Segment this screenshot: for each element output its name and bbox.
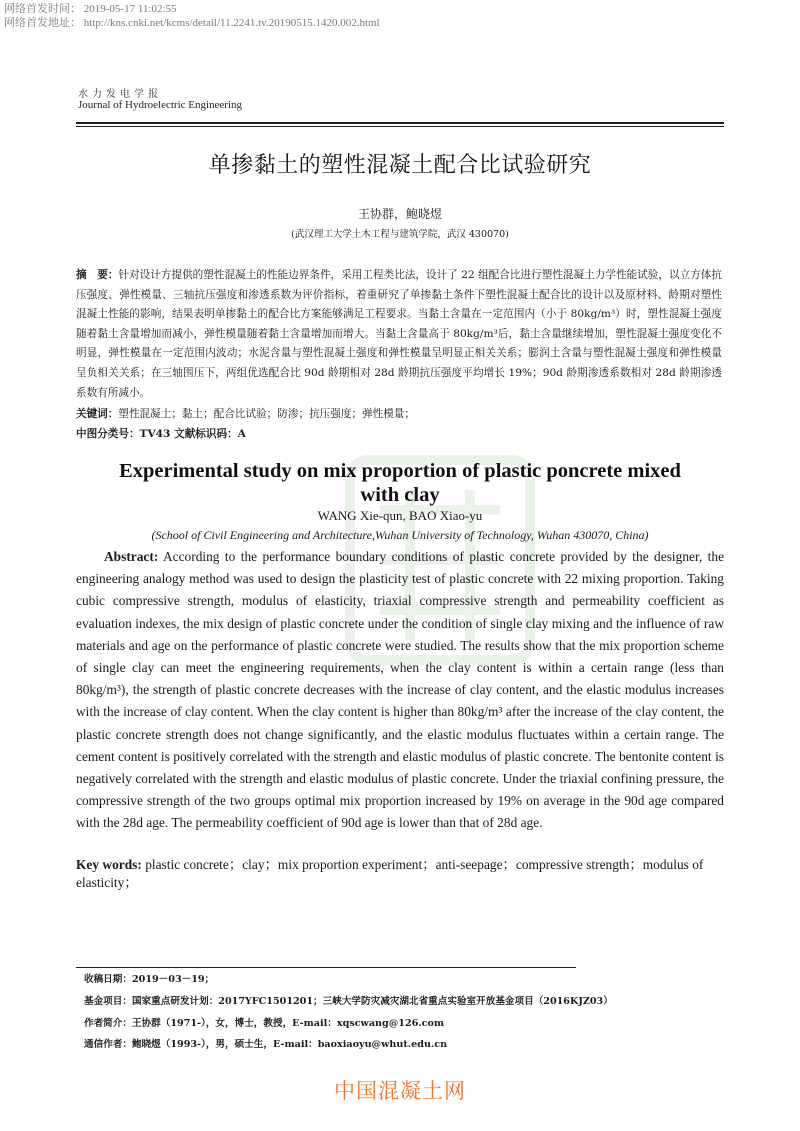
paper-title-en: Experimental study on mix proportion of plastic poncrete mixed with clay — [119, 460, 681, 506]
classification-cn: 中图分类号：TV43 文献标识码：A — [76, 428, 246, 440]
footnotes — [84, 969, 724, 1056]
online-url-line — [4, 16, 380, 30]
abstract-cn — [76, 266, 722, 403]
abstract-text-cn: 针对设计方提供的塑性混凝土的性能边界条件，采用工程类比法，设计了 22 组配合比进行塑性混凝土力学性能试验，以立方体抗压强度、弹性模量、三轴抗压强度和渗透系数为评价指标，着重研究了单掺黏土条件下塑性混凝土配合比的设计以及原材料、龄期对塑性混凝土性能的影响，结果表明单掺黏土的配合比方案能够满足工程要求。当黏土含量在一定范围内（小于 80kg/m³）时，塑性混凝土强度随着黏土含量增加而减小，弹性模量随着黏土含量增加而增大。当黏土含量高于 80kg/m³后，黏土含量继续增加，塑性混凝土强度变化不明显，弹性模量在一定范围内波动；水泥含量与塑性混凝土强度和弹性模量呈明显正相关关系；膨润土含量与塑性混凝土强度和弹性模量呈负相关关系；在三轴围压下，两组优选配合比 90d 龄期相对 28d 龄期抗压强度平均增长 19%；90d 龄期渗透系数相对 28d 龄期渗透系数有所减小。 — [76, 269, 723, 399]
keywords-text-en: plastic concrete；clay；mix proportion experiment；anti-seepage；compressive strength；modulus of elasticity； — [76, 857, 704, 890]
footnote-corresponding — [84, 1034, 724, 1056]
online-time-line — [4, 2, 380, 16]
publication-info — [4, 2, 380, 30]
keywords-cn — [76, 405, 722, 423]
footnote-label: 基金项目： — [84, 995, 132, 1007]
abstract-en — [76, 546, 724, 835]
abstract-label-en: Abstract: — [104, 549, 159, 564]
header-rule-thick — [76, 122, 724, 124]
footnote-label: 通信作者： — [84, 1039, 132, 1051]
footnote-value: 国家重点研发计划：2017YFC1501201；三峡大学防灾减灾湖北省重点实验室开放基金项目（2016KJZ03） — [131, 995, 613, 1007]
online-time-label: 网络首发时间： — [4, 3, 81, 15]
footnote-author-bio — [84, 1013, 724, 1035]
online-time: 2019-05-17 11:02:55 — [83, 3, 177, 15]
keywords-label-cn: 关键词： — [76, 408, 119, 420]
journal-name-cn: 水力发电学报 — [78, 89, 162, 100]
keywords-text-cn: 塑性混凝土；黏土；配合比试验；防渗；抗压强度；弹性模量； — [118, 408, 415, 420]
footnote-funding — [84, 991, 724, 1013]
footnote-value: 王协群（1971-），女，博士，教授，E-mail：xqscwang@126.com — [131, 1017, 445, 1029]
online-url-label: 网络首发地址： — [4, 17, 81, 29]
keywords-label-en: Key words: — [76, 857, 142, 872]
footnote-received — [84, 969, 724, 991]
abstract-text-en: According to the performance boundary conditions of plastic concrete provided by the designer, the engineering analogy method was used to design the plasticity test of plastic concrete with 22 mixing proportion. Taking cubic compressive strength, modulus of elasticity, triaxial compressive strength and permeability coefficient as evaluation indexes, the mix design of plastic concrete under the condition of single clay mixing and the influence of raw materials and age on the performance of plastic concrete were studied. The results show that the mix proportion scheme of single clay can meet the engineering requirements, when the clay content is within a certain range (less than 80kg/m³), the strength of plastic concrete decreases with the increase of clay content, and the elastic modulus increases with the increase of clay content. When the clay content is higher than 80kg/m³ after the increase of the clay content, the plastic concrete strength does not change significantly, and the elastic modulus fluctuates within a certain range. The cement content is positively correlated with the strength and elastic modulus of plastic concrete. The bentonite content is negatively correlated with the strength and elastic modulus of plastic concrete. Under the triaxial confining pressure, the compressive strength of the two groups optimal mix proportion increased by 19% on average in the 90d age compared with the 28d age. The permeability coefficient of 90d age is lower than that of 28d age. — [76, 549, 725, 831]
footer-brand: 中国混凝土网 — [334, 1079, 466, 1103]
paper-title-cn: 单掺黏土的塑性混凝土配合比试验研究 — [208, 153, 592, 178]
affiliation-cn: (武汉理工大学土木工程与建筑学院，武汉 430070) — [291, 229, 509, 240]
footnote-value: 鲍晓煜（1993-），男，硕士生，E-mail：baoxiaoyu@whut.edu.cn — [131, 1039, 448, 1051]
header-rule-thin — [76, 126, 724, 127]
authors-cn: 王协群，鲍晓煜 — [357, 207, 442, 221]
footnote-rule — [76, 967, 576, 968]
keywords-en — [76, 856, 716, 892]
footnote-value: 2019－03－19； — [131, 974, 215, 985]
authors-en: WANG Xie-qun, BAO Xiao-yu — [317, 508, 483, 523]
affiliation-en: (School of Civil Engineering and Architecture,Wuhan University of Technology, Wuhan 430070, China) — [151, 528, 649, 542]
footnote-label: 作者简介： — [84, 1017, 132, 1029]
online-url-link[interactable]: http://kns.cnki.net/kcms/detail/11.2241.tv.20190515.1420.002.html — [83, 17, 380, 29]
journal-name-en: Journal of Hydroelectric Engineering — [78, 99, 243, 111]
abstract-label-cn: 摘 要： — [76, 269, 119, 281]
footnote-label: 收稿日期： — [84, 974, 132, 985]
